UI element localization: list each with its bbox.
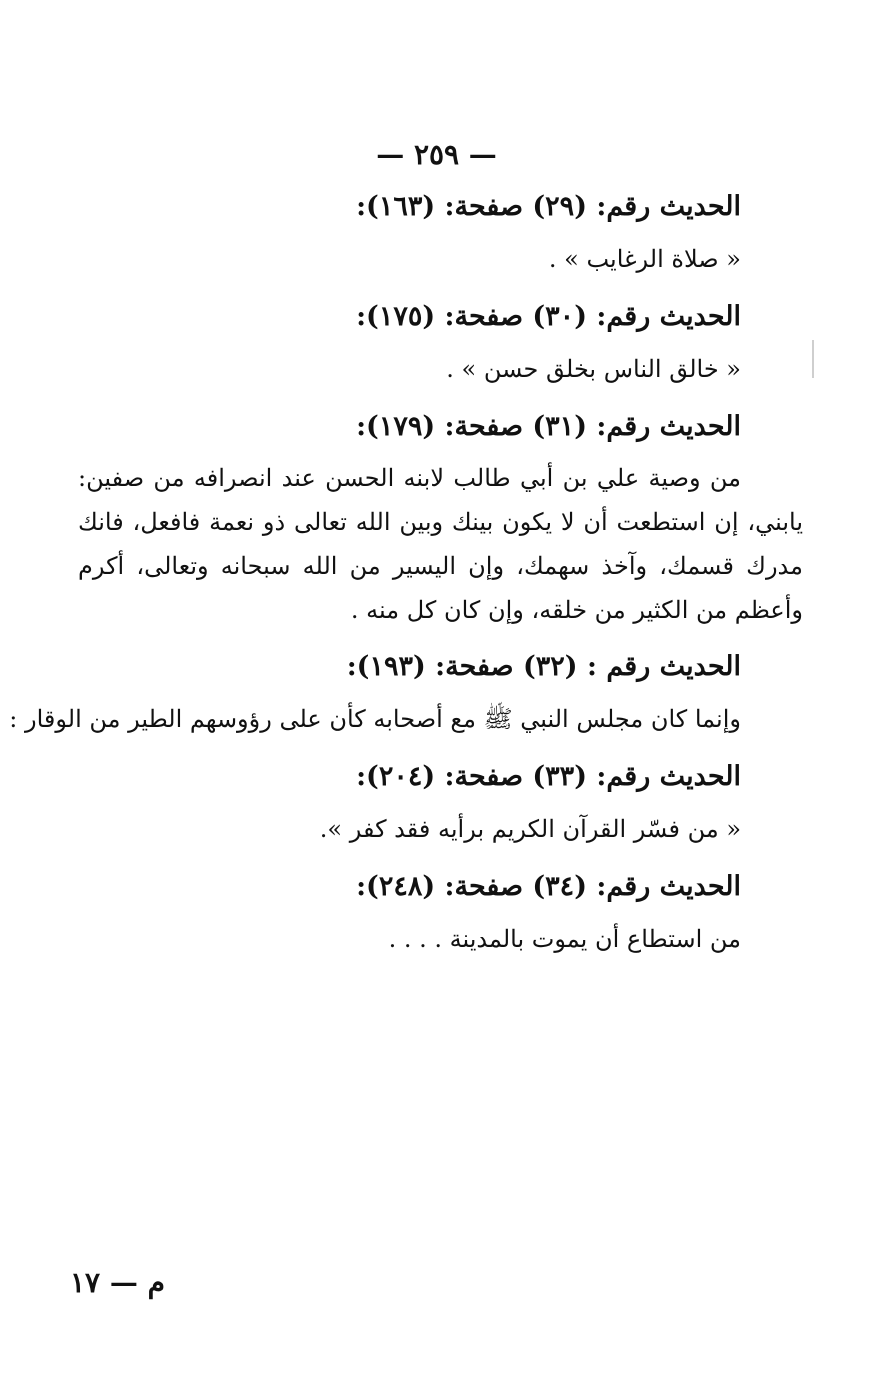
hadith-text: « خالق الناس بخلق حسن » .: [446, 355, 741, 383]
scan-margin-mark: [812, 340, 814, 378]
hadith-heading: الحديث رقم: (٢٩) صفحة: (١٦٣):: [356, 191, 741, 222]
hadith-heading: الحديث رقم : (٣٢) صفحة: (١٩٣):: [346, 651, 741, 682]
page-number: — ٢٥٩ —: [376, 138, 497, 171]
hadith-heading: الحديث رقم: (٣٠) صفحة: (١٧٥):: [356, 301, 741, 332]
hadith-entry-30: [78, 288, 803, 392]
hadith-text: وإنما كان مجلس النبي ﷺ مع أصحابه كأن على رؤوسهم الطير من الوقار :: [9, 705, 741, 733]
hadith-entry-33: [78, 748, 803, 852]
hadith-heading: الحديث رقم: (٣٤) صفحة: (٢٤٨):: [356, 871, 741, 902]
hadith-entry-29: [78, 178, 803, 282]
hadith-entry-34: [78, 858, 803, 962]
signature-mark: م — ١٧: [70, 1266, 165, 1299]
hadith-entry-32: [9, 638, 803, 742]
hadith-text: من استطاع أن يموت بالمدينة . . . .: [388, 925, 741, 953]
hadith-heading: الحديث رقم: (٣١) صفحة: (١٧٩):: [356, 411, 741, 442]
hadith-entry-31: [78, 398, 803, 632]
hadith-text: من وصية علي بن أبي طالب لابنه الحسن عند انصرافه من صفين: يابني، إن استطعت أن لا يكون بينك وبين الله تعالى ذو نعمة فافعل، فانك مدرك قسمك، وآخذ سهمك، وإن اليسير من الله سبحانه وتعالى، أكرم وأعظم من الكثير من خلقه، وإن كان كل منه .: [78, 464, 804, 624]
hadith-text: « صلاة الرغايب » .: [548, 245, 741, 273]
hadith-text: « من فسّر القرآن الكريم برأيه فقد كفر ».: [319, 815, 741, 843]
hadith-list: [9, 178, 804, 968]
hadith-heading: الحديث رقم: (٣٣) صفحة: (٢٠٤):: [356, 761, 741, 792]
